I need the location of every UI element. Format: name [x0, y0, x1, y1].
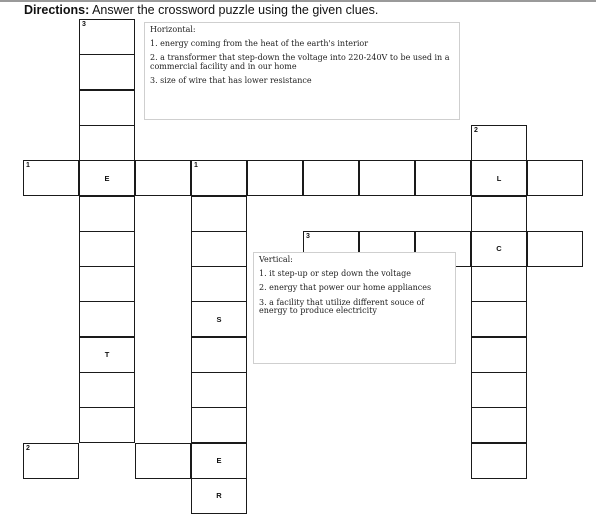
crossword-cell[interactable] [23, 160, 79, 196]
crossword-cell[interactable] [135, 160, 191, 196]
clue-number: 3 [82, 21, 86, 28]
crossword-cell[interactable] [527, 160, 583, 196]
vertical-clues-header: Vertical: [259, 255, 293, 264]
horizontal-clue-1: 1. energy coming from the heat of the earth's interior [150, 38, 369, 48]
vertical-clues-box [253, 252, 456, 364]
crossword-cell[interactable] [79, 407, 135, 443]
crossword-cell[interactable] [191, 443, 247, 479]
crossword-cell[interactable] [415, 160, 471, 196]
crossword-cell[interactable] [23, 443, 79, 479]
crossword-cell[interactable] [79, 301, 135, 337]
crossword-cell[interactable] [471, 443, 527, 479]
crossword-cell[interactable] [79, 231, 135, 267]
given-letter: C [496, 244, 502, 254]
crossword-cell[interactable] [191, 478, 247, 514]
crossword-cell[interactable] [359, 160, 415, 196]
given-letter: S [216, 314, 222, 324]
clue-number: 1 [194, 162, 198, 170]
crossword-cell[interactable] [471, 125, 527, 161]
crossword-cell[interactable] [471, 160, 527, 196]
horizontal-clues-header: Horizontal: [150, 25, 196, 34]
given-letter: R [216, 491, 222, 501]
given-letter: E [104, 173, 110, 183]
crossword-cell[interactable] [191, 266, 247, 302]
clue-number: 2 [26, 444, 30, 452]
crossword-cell[interactable] [79, 196, 135, 232]
crossword-cell[interactable] [79, 372, 135, 408]
vertical-clue-1: 1. it step-up or step down the voltage [259, 268, 411, 278]
directions-text: Answer the crossword puzzle using the given clues. [89, 3, 379, 17]
crossword-cell[interactable] [303, 160, 359, 196]
crossword-cell[interactable] [471, 337, 527, 373]
crossword-cell[interactable] [79, 125, 135, 161]
directions-label: Directions: [24, 3, 90, 17]
crossword-cell[interactable] [191, 407, 247, 443]
crossword-cell[interactable] [79, 90, 135, 126]
crossword-cell[interactable] [471, 301, 527, 337]
horizontal-clue-2: 2. a transformer that step-down the voltage into 220-240V to be used in a commercial facility and in our home [150, 53, 450, 71]
clue-number: 3 [306, 232, 310, 240]
vertical-clue-2: 2. energy that power our home appliances [259, 283, 432, 292]
crossword-cell[interactable] [191, 231, 247, 267]
horizontal-clue-3: 3. size of wire that has lower resistance [150, 76, 312, 85]
crossword-cell[interactable] [135, 443, 191, 479]
given-letter: E [216, 456, 222, 466]
crossword-cell[interactable] [79, 337, 135, 373]
crossword-cell[interactable] [79, 160, 135, 196]
crossword-cell[interactable] [79, 19, 135, 55]
horizontal-clues-box [144, 22, 460, 120]
crossword-cell[interactable] [191, 372, 247, 408]
clue-number: 2 [474, 126, 478, 134]
crossword-cell[interactable] [527, 231, 583, 267]
crossword-cell[interactable] [471, 372, 527, 408]
crossword-cell[interactable] [191, 196, 247, 232]
crossword-cell[interactable] [191, 337, 247, 373]
crossword-cell[interactable] [247, 160, 303, 196]
crossword-cell[interactable] [471, 266, 527, 302]
crossword-cell[interactable] [191, 301, 247, 337]
crossword-cell[interactable] [79, 54, 135, 90]
crossword-cell[interactable] [471, 231, 527, 267]
given-letter: T [104, 350, 110, 360]
crossword-cell[interactable] [471, 407, 527, 443]
vertical-clue-3: 3. a facility that utilize different souce of energy to produce electricity [259, 297, 425, 315]
clue-number: 1 [26, 162, 30, 170]
crossword-cell[interactable] [471, 196, 527, 232]
given-letter: L [496, 173, 502, 183]
crossword-cell[interactable] [79, 266, 135, 302]
crossword-cell[interactable] [191, 160, 247, 196]
